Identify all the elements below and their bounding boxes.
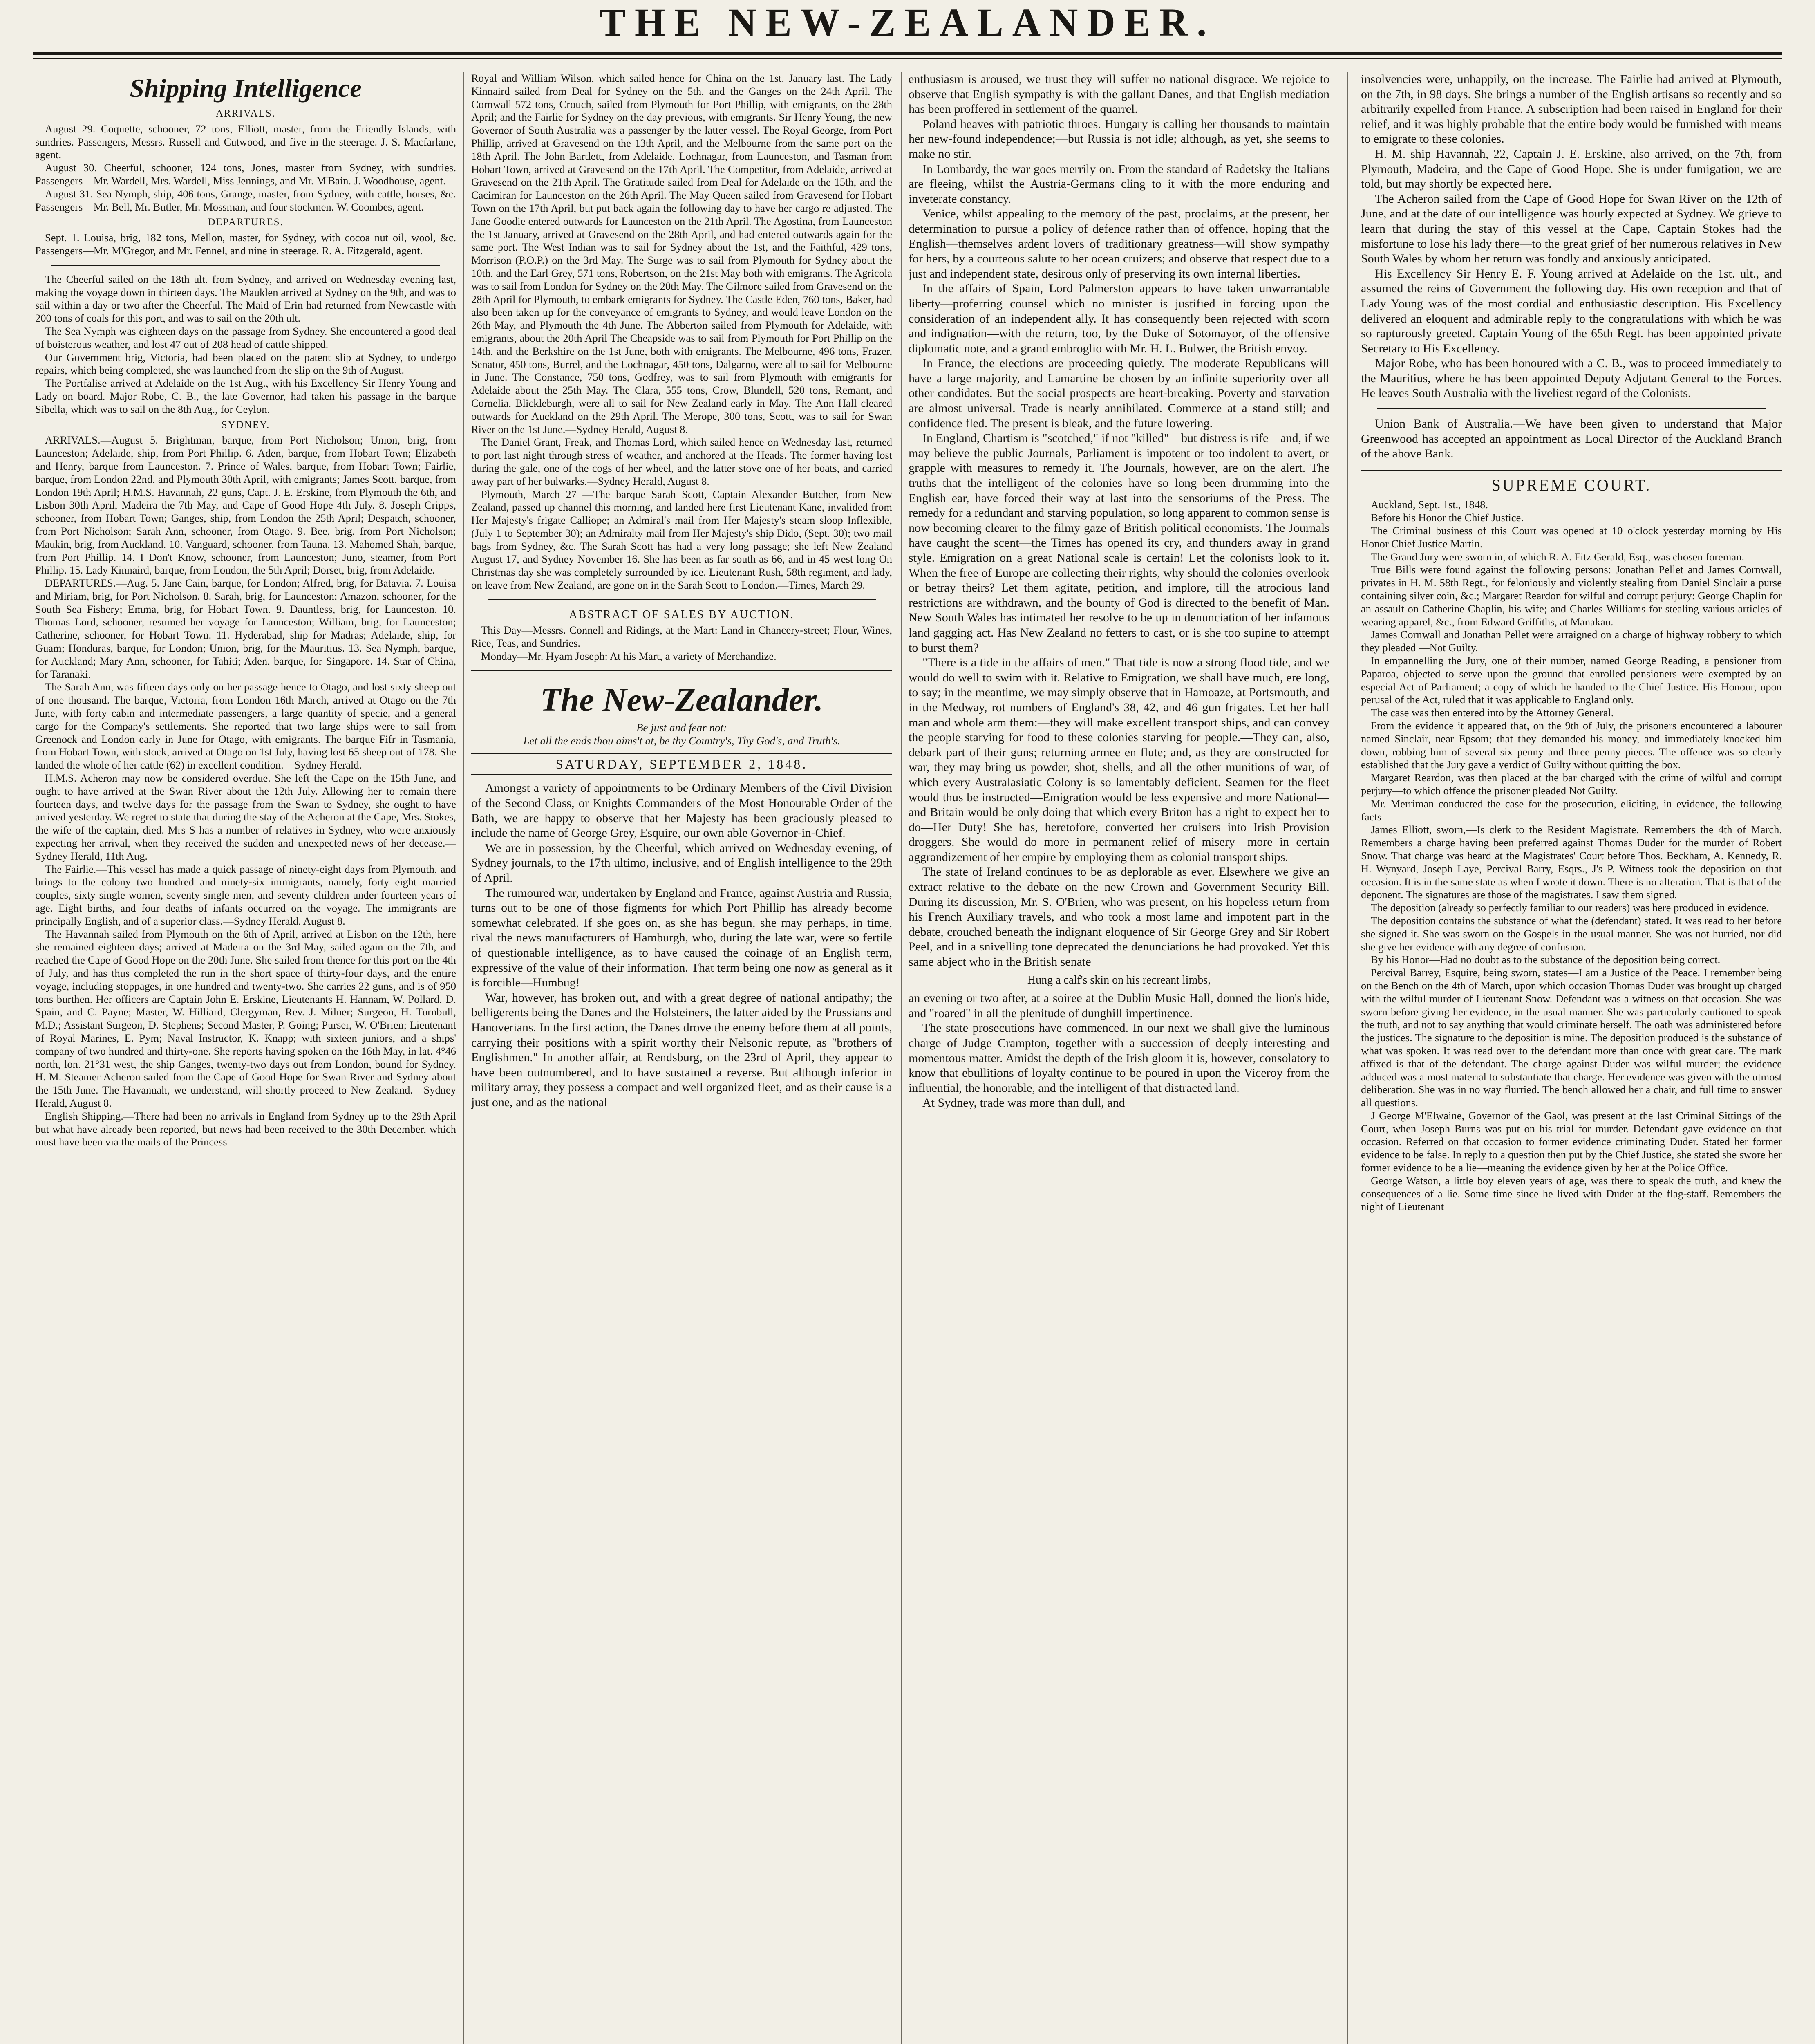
new-zealander-heading: The New-Zealander. [540,681,824,718]
article-paragraph: At Sydney, trade was more than dull, and [922,1096,1125,1110]
column-4 [1361,72,1782,2044]
court-paragraph: James Elliott, sworn,—Is clerk to the Resident Magistrate. Remembers the 4th of March. Remembers a charge having been preferred against Thomas Duder for the murder of Robert Snow. That charge was heard at the Magistrates' Court before Thos. Beckham, A. Kennedy, R. H. Wynyard, Joseph Laye, Percival Barry, Esqrs., J's P. Witness took the deposition on that occasion. It is in the same state as when I wrote it down. There is no alteration. That is that of the deponent. The signatures are those of the magistrates. I saw them signed. [1361,823,1782,901]
column-3 [909,72,1329,2044]
court-paragraph: The Grand Jury were sworn in, of which R. A. Fitz Gerald, Esq., was chosen foreman. [1371,550,1745,563]
supreme-court-heading: SUPREME COURT. [1491,475,1652,494]
court-paragraph: The Criminal business of this Court was opened at 10 o'clock yesterday morning by His Honor Chief Justice Martin. [1361,524,1782,550]
arrivals-caption: ARRIVALS. [215,108,276,119]
article-paragraph: Venice, whilst appealing to the memory of the past, proclaims, at the present, her determination to pursue a policy of defence rather than of offence, hoping that the English—themselves ardent lovers of traditionary greatness—will show sympathy for hers, by a courteous salute to her ocean cruizers; and observe that respect due to a just and independent state, desirous only of preserving its own internal liberties. [909,207,1329,280]
article-paragraph: The Fairlie.—This vessel has made a quick passage of ninety-eight days from Plymouth, and brings to the colony two hundred and ninety-six immigrants, namely, forty eight married couples, sixty single women, seventy single men, and seventy children under fourteen years of age. Eight births, and four deaths of infants occurred on the voyage. The immigrants are principally English, and of a superior class.—Sydney Herald, August 8. [35,863,456,927]
article-paragraph: In the affairs of Spain, Lord Palmerston appears to have taken unwarrantable liberty—proferring counsel which no minister is justified in forcing upon the consideration of an independent ally. It has consequently been rejected with scorn and indignation—with the return, too, by the Duke of Sotomayor, of the offensive diplomatic note, and a grand embroglio with Mr. H. L. Bulwer, the British envoy. [909,282,1329,355]
article-paragraph: "There is a tide in the affairs of men." That tide is now a strong flood tide, and we would do well to swim with it. Relative to Emigration, we shall have much, ere long, to say; in the meantime, we may simply observe that in Hamoaze, at Portsmouth, and in the Medway, rot numbers of England's 38, 42, and 46 gun frigates. Let her half man and whole arm them:—they will make excellent transport ships, and can convey the people starving for food to these colonies starving for people.—They can, also, debark part of their guns; returning armee en flute; and, as they are constructed for war, they may bring us powder, shot, shells, and all the other munitions of war, of which every Australasiatic Colony is so lamentably deficient. Seamen for the fleet would thus be instructed—Emigration would be less expensive and more National—and Britain would be only doing that which every Briton has a right to expect her to do—Her Duty! She has, heretofore, converted her cruisers into Irish Provision droggers. She would do more in permanent relief of misery—more in certain aggrandizement of her empire by employing them as colonial transport ships. [909,656,1329,864]
column-1 [35,72,456,2044]
court-paragraph: In empannelling the Jury, one of their number, named George Reading, a pensioner from Paparoa, objected to serve upon the ground that enrolled pensioners were exempted by an especial Act of Parliament; a copy of which he handed to the Chief Justice. His Honour, upon perusal of the Act, ruled that it was applicable to England only. [1361,654,1782,706]
article-paragraph: We are in possession, by the Cheerful, which arrived on Wednesday evening, of Sydney journals, to the 17th ultimo, inclusive, and of English intelligence to the 29th of April. [471,841,892,885]
column-divider [901,72,902,2044]
article-paragraph: The Sarah Ann, was fifteen days only on her passage hence to Otago, and lost sixty sheep out of one thousand. The barque, Victoria, from London 16th March, arrived at Otago on the 7th June, with forty cabin and intermediate passengers, a large quantity of specie, and a general cargo for the Company's settlements. She reported that two large ships were to sail from Greenock and London early in June for Otago, with emigrants. The barque Fifr in Tasmania, from Hobart Town, with stock, arrived at Otago on 1st July, having lost 65 sheep out of 178. She landed the whole of her cattle (62) in excellent condition.—Sydney Herald. [35,681,456,771]
sydney-arrivals: ARRIVALS.—August 5. Brightman, barque, from Port Nicholson; Union, brig, from Launceston; Adelaide, ship, from Port Phillip. 6. Aden, barque, from Hobart Town; Elizabeth and Henry, barque from Launceston. 7. Prince of Wales, barque, from Hobart Town; Fairlie, barque, from London 22nd, and Plymouth 30th April, with emigrants; James Scott, barque, from London 19th April; H.M.S. Havannah, 22 guns, Capt. J. E. Erskine, from Plymouth the 6th, and Lisbon 30th April, Madeira the 7th May, and Cape of Good Hope 4th July. 8. Joseph Cripps, schooner, from Hobart Town; Ganges, ship, from London the 25th April; Despatch, schooner, from Port Nicholson; Sarah Ann, schooner, from Otago. 9. Bee, brig, from Port Nicholson; Maukin, brig, from Auckland. 10. Vanguard, schooner, from Tauna. 13. Mahomed Shah, barque, from Port Phillip. 14. I Don't Know, schooner, from Launceston; Juno, steamer, from Port Phillip. 15. Lady Kinnaird, barque, from London, the 5th April; Dorset, brig, from Adelaide. [35,434,456,576]
article-paragraph: an evening or two after, at a soiree at the Dublin Music Hall, donned the lion's hide, and "roared" in all the plenitude of dunghill impertinence. [909,991,1329,1020]
rule [488,599,876,600]
bank-notice: Union Bank of Australia.—We have been given to understand that Major Greenwood has accepted an appointment as Local Director of the Auckland Branch of the above Bank. [1361,417,1782,461]
article-paragraph: The Daniel Grant, Freak, and Thomas Lord, which sailed hence on Wednesday last, returned to port last night through stress of weather, and anchored at the Heads. The former having lost during the gale, one of the cogs of her wheel, and the latter stove one of her boats, and carried away part of her bulwarks.—Sydney Herald, August 8. [471,436,892,487]
article-paragraph: In France, the elections are proceeding quietly. The moderate Republicans will have a large majority, and Lamartine be chosen by an infinite superiority over all other candidates. But the social prospects are heart-breaking. Poverty and starvation are almost universal. Trade is nearly annihilated. Commerce at a stand still; and confidence fled. The present is bleak, and the future lowering. [909,356,1329,430]
sydney-caption: SYDNEY. [221,419,270,430]
court-paragraph: The deposition (already so perfectly familiar to our readers) was here produced in evidence. [1371,901,1769,914]
article-paragraph: H. M. ship Havannah, 22, Captain J. E. Erskine, also arrived, on the 7th, from Plymouth, Madeira, and the Cape of Good Hope. She is under fumigation, we are told, but may shortly be expected here. [1361,147,1782,191]
court-dateline: Auckland, Sept. 1st., 1848. [1371,498,1488,511]
court-paragraph: From the evidence it appeared that, on the 9th of July, the prisoners encountered a labourer named Sinclair, near Epsom; that they demanded his money, and immediately knocked him down, robbing him of several six penny and three penny pieces. The offence was so clearly established that the Jury gave a verdict of Guilty without quitting the box. [1361,719,1782,771]
verse-line: Hung a calf's skin on his recreant limbs, [1027,973,1211,986]
article-paragraph: Plymouth, March 27 —The barque Sarah Scott, Captain Alexander Butcher, from New Zealand, passed up channel this morning, and landed here first Lieutenant Kane, invalided from Her Majesty's frigate Calliope; an Admiral's mail from Her Majesty's steam sloop Inflexible, (July 1 to September 30); an Admiralty mail from Her Majesty's ship Dido, (Sept. 30); two mail bags from Sydney, &c. The Sarah Scott has had a very long passage; she left New Zealand August 17, and Sydney November 16. She has been as far south as 66, and in 45 west long On Christmas day she was completely surrounded by ice. Lieutenant Rush, 58th regiment, and lady, on leave from New Zealand, are gone on in the Sarah Scott to London.—Times, March 29. [471,488,892,592]
article-paragraph: H.M.S. Acheron may now be considered overdue. She left the Cape on the 15th June, and ought to have arrived at the Swan River about the 12th July. Allowing her to remain there fourteen days, and twelve days for the passage from the Swan to Sydney, she ought to have arrived yesterday. We regret to state that during the stay of the Acheron at the Cape, Mrs. Stokes, the wife of the captain, died. Mrs S has a number of relatives in Sydney, who were anxiously expecting her arrival, when they received the sudden and unexpected news of her decease.—Sydney Herald, 11th Aug. [35,772,456,862]
article-paragraph: The Sea Nymph was eighteen days on the passage from Sydney. She encountered a good deal of boisterous weather, and lost 47 out of 208 head of cattle shipped. [35,325,456,350]
auction-entry: Monday—Mr. Hyam Joseph: At his Mart, a variety of Merchandize. [481,650,777,663]
column-divider [463,72,464,2044]
article-paragraph: The state of Ireland continues to be as deplorable as ever. Elsewhere we give an extract relative to the debate on the new Crown and Government Security Bill. During its discussion, Mr. S. O'Brien, who was present, on his hopeless return from his French Auxiliary travels, and who took a most lame and impotent part in the debate, crouched beneath the indignant eloquence of Sir George Grey and Sir Robert Peel, and in a snivelling tone deprecated the denunciations he had provoked. Yet this same abject who in the British senate [909,865,1329,969]
sydney-departures: DEPARTURES.—Aug. 5. Jane Cain, barque, for London; Alfred, brig, for Batavia. 7. Louisa and Miriam, brig, for Port Nicholson. 8. Sarah, brig, for Launceston; Amazon, schooner, for the South Sea Fishery; Emma, brig, for Hobart Town. 9. Dauntless, brig, for Launceston. 10. Thomas Lord, schooner, resumed her voyage for Launceston; William, brig, for Launceston; Catherine, schooner, for Hobart Town. 11. Hyderabad, ship for Madras; Adelaide, ship, for Guam; Honduras, barque, for London; Union, brig, for the Mauritius. 13. Sea Nymph, barque, for Auckland; Mary Ann, schooner, for Tahiti; Aden, barque, for Singapore. 14. Star of China, for Taranaki. [35,577,456,680]
court-paragraph: George Watson, a little boy eleven years of age, was there to speak the truth, and knew the consequences of a lie. Some time since he lived with Duder at the flag-staff. Remembers the night of Lieutenant [1361,1174,1782,1213]
column-2 [471,72,892,2044]
article-paragraph: Royal and William Wilson, which sailed hence for China on the 1st. January last. The Lady Kinnaird sailed from Deal for Sydney on the 5th, and the Ganges on the 24th April. The Cornwall 572 tons, Crouch, sailed from Plymouth for Port Phillip, with emigrants, on the 28th April; and the Fairlie for Sydney on the day previous, with emigrants. Sir Henry Young, the new Governor of South Australia was a passenger by the latter vessel. The Royal George, from Port Phillip, arrived at Gravesend on the 13th April, and the Melbourne from the same port on the 18th April. The John Bartlett, from Adelaide, Lochnagar, from Launceston, and Tasman from Hobart Town, arrived at Gravesend on the 17th April. The Competitor, from Adelaide, arrived at Gravesend on the 21th April. The Gratitude sailed from Deal for Adelaide on the 15th, and the Cacimiran for Launceston on the 26th April. The May Queen sailed from Gravesend for Hobart Town on the 17th April, but put back again the following day to have her cargo re adjusted. The Jane Goodie entered outwards for Launceston on the 21th April. The Agostina, from Launceston the 1st January, arrived at Gravesend on the 28th April, and had entered outwards again for the same port. The West Indian was to sail for Sydney about the 1st, and the Faithful, 429 tons, Morrison (P.O.P.) on the 3rd May. The Surge was to sail from Plymouth for Sydney about the 10th, and the Earl Grey, 571 tons, Robertson, on the 21st May both with emigrants. The Agricola was to sail from London for Sydney on the 20th May. The Gilmore sailed from Gravesend on the 28th April for Plymouth, to embark emigrants for Sydney. The Castle Eden, 760 tons, Baker, had also been taken up for the conveyance of emigrants to Sydney, and would leave London on the 26th May, and Plymouth the 4th June. The Abberton sailed from Plymouth for Adelaide, with emigrants, about the 20th April The Cheapside was to sail from Plymouth for Port Phillip on the 14th, and the Berkshire on the 1st June, both with emigrants. The Melbourne, 496 tons, Frazer, Senator, 450 tons, Burrel, and the Lochnagar, 450 tons, Dalgarno, were all to sail for Melbourne in June. The Constance, 750 tons, Godfrey, was to sail from Plymouth with emigrants for Adelaide about the 25th May. The Clara, 555 tons, Crow, Blundell, 520 tons, Remant, and Cornelia, Blickleburgh, were all to sail for New Zealand early in May. The Ann Hall cleared outwards for Auckland on the 29th April. The Merope, 300 tons, Scott, was to sail for Swan River on the 1st June.—Sydney Herald, August 8. [471,72,892,435]
article-paragraph: The Havannah sailed from Plymouth on the 6th of April, arrived at Lisbon on the 12th, here she remained eighteen days; arrived at Madeira on the 3rd May, sailed again on the 7th, and reached the Cape of Good Hope on the 20th June. She sailed from thence for this port on the 4th of July, and has thus completed the run in the short space of thirty-four days, and the entire voyage, including stoppages, in one hundred and twenty-two. She carries 22 guns, and is of 950 tons burthen. Her officers are Captain John E. Erskine, Lieutenants H. Hannam, W. Pollard, D. Spain, and C. Payne; Master, W. Hilliard, Clergyman, Rev. J. Milner; Surgeon, H. Turnbull, M.D.; Assistant Surgeon, D. Stephens; Second Master, P. Going; Purser, W. O'Brien; Lieutenant of Royal Marines, E. Pym; Naval Instructor, K. Knapp; with sixteen juniors, and a ships' company of two hundred and thirty-one. She reports having spoken on the 16th May, in lat. 4°46 north, lon. 21°31 west, the ship Ganges, twenty-two days out from London, bound for Sydney. H. M. Steamer Acheron sailed from the Cape of Good Hope for Swan River and Sydney about the 15th June. The Havannah, we understand, will shortly proceed to New Zealand.—Sydney Herald, August 8. [35,928,456,1109]
arrival-entry: August 31. Sea Nymph, ship, 406 tons, Grange, master, from Sydney, with cattle, horses, &c. Passengers—Mr. Bell, Mr. Butler, Mr. Mossman, and four stockmen. W. Coombes, agent. [35,187,456,213]
court-paragraph: Margaret Reardon, was then placed at the bar charged with the crime of wilful and corrupt perjury—to which offence the prisoner pleaded Not Guilty. [1361,771,1782,797]
article-paragraph: The Cheerful sailed on the 18th ult. from Sydney, and arrived on Wednesday evening last, making the voyage down in thirteen days. The Mauklen arrived at Sydney on the 9th, and was to sail within a day or two after the Cheerful. The Maid of Erin had returned from Newcastle with 200 tons of coals for this port, and was to sail on the 20th ult. [35,273,456,325]
court-paragraph: By his Honor—Had no doubt as to the substance of the deposition being correct. [1371,953,1721,966]
auction-caption: ABSTRACT OF SALES BY AUCTION. [569,608,794,621]
article-paragraph: English Shipping.—There had been no arrivals in England from Sydney up to the 29th April but what have already been reported, but news had been received to the 30th December, which must have been via the mails of the Princess [35,1109,456,1148]
article-paragraph: The Portfalise arrived at Adelaide on the 1st Aug., with his Excellency Sir Henry Young and Lady on board. Major Robe, C. B., the late Governor, had taken his passage in the barque Sibella, which was to sail on the 8th Aug., for Ceylon. [35,377,456,415]
article-paragraph: Poland heaves with patriotic throes. Hungary is calling her thousands to maintain her new-found independence;—but Russia is not idle; although, as yet, she seems to make no stir. [909,117,1329,161]
rule [1377,408,1766,409]
article-paragraph: insolvencies were, unhappily, on the increase. The Fairlie had arrived at Plymouth, on the 7th, in 98 days. She brings a number of the English artisans so recently and so arbitrarily expelled from France. A subscription had been raised in England for their relief, and it was highly probable that the entire body would be furnished with means to emigrate to these colonies. [1361,72,1782,146]
article-paragraph: His Excellency Sir Henry E. F. Young arrived at Adelaide on the 1st. ult., and assumed the reins of Government the following day. His own reception and that of Lady Young was of the most cordial and enthusiastic description. His Excellency delivered an eloquent and admirable reply to the congratulations with which he was so rapturously greeted. Captain Young of the 65th Regt. has been appointed private Secretary to His Excellency. [1361,267,1782,355]
court-paragraph: Before his Honor the Chief Justice. [1371,511,1524,524]
shipping-intelligence-heading: Shipping Intelligence [130,74,362,103]
masthead-rule-thin [33,58,1782,59]
court-paragraph: True Bills were found against the following persons: Jonathan Pellet and James Cornwall, privates in H. M. 58th Regt., for feloniously and violently stealing from Daniel Sinclair a purse containing silver coin, &c.; Margaret Reardon for wilful and corrupt perjury: George Chaplin for an assault on Catherine Chaplin, his wife; and Charles Williams for stealing various articles of wearing apparel, &c., from Edward Griffiths, at Manakau. [1361,563,1782,628]
arrival-entry: August 30. Cheerful, schooner, 124 tons, Jones, master from Sydney, with sundries. Passengers—Mr. Wardell, Mrs. Wardell, Miss Jennings, and Mr. M'Bain. J. Woodhouse, agent. [35,161,456,187]
rule [471,670,892,672]
article-paragraph: The state prosecutions have commenced. In our next we shall give the luminous charge of Judge Crampton, together with a succession of deeply interesting and momentous matter. Amidst the depth of the Irish gloom it is, however, consolatory to know that ebullitions of loyalty continue to be poured in upon the Viceroy from the influential, the honorable, and the intelligent of that distracted land. [909,1021,1329,1095]
column-divider [1347,72,1348,2044]
article-paragraph: Our Government brig, Victoria, had been placed on the patent slip at Sydney, to undergo repairs, which being completed, she was launched from the slip on the 9th of August. [35,351,456,377]
court-paragraph: J George M'Elwaine, Governor of the Gaol, was present at the last Criminal Sittings of the Court, when Joseph Burns was put on his trial for murder. Defendant gave evidence on that occasion. Referred on that occasion to former evidence criminating Duder. Stated her former evidence to be false. In reply to a question then put by the Chief Justice, she stated she swore her former evidence to be a lie—meaning the evidence given by her at the Police Office. [1361,1109,1782,1174]
court-paragraph: The case was then entered into by the Attorney General. [1371,706,1614,719]
masthead-rule [33,52,1782,55]
departure-entry: Sept. 1. Louisa, brig, 182 tons, Mellon, master, for Sydney, with cocoa nut oil, wool, &c. Passengers—Mr. M'Gregor, and Mr. Fennel, and nine in steerage. R. A. Fitzgerald, agent. [35,231,456,257]
masthead-title: THE NEW-ZEALANDER. [599,0,1216,44]
article-paragraph: Major Robe, who has been honoured with a C. B., was to proceed immediately to the Mauritius, where he has been appointed Deputy Adjutant General to the Forces. He leaves South Australia with the liveliest regard of the Colonists. [1361,356,1782,400]
arrival-entry: August 29. Coquette, schooner, 72 tons, Elliott, master, from the Friendly Islands, with sundries. Passengers, Messrs. Russell and Cutwood, and five in the steerage. J. S. Macfarlane, agent. [35,122,456,161]
court-paragraph: The deposition contains the substance of what the (defendant) stated. It was read to her before she signed it. She was sworn on the Gospels in the usual manner. She was not hurried, nor did she give her evidence with any degree of confusion. [1361,914,1782,953]
dateline: SATURDAY, SEPTEMBER 2, 1848. [471,753,892,775]
article-paragraph: The Acheron sailed from the Cape of Good Hope for Swan River on the 12th of June, and at the date of our intelligence was hourly expected at Sydney. We grieve to learn that during the stay of this vessel at the Cape, Captain Stokes had the misfortune to lose his lady there—to the great grief of her numerous relatives in New South Wales by whom her return was fondly and anxiously anticipated. [1361,192,1782,266]
motto-line: Be just and fear not: [636,721,727,734]
rule [1361,469,1782,471]
article-paragraph: The rumoured war, undertaken by England and France, against Austria and Russia, turns out to be one of those figments for which Port Phillip has already become somewhat celebrated. If she goes on, as she has begun, she may perhaps, in time, rival the news manufacturers of Hamburgh, who, during the late war, were so fertile of questionable intelligence, as to have caused the coinage of an English term, expressive of the value of their information. That term being one now as general as it is forcible—Humbug! [471,886,892,990]
rule [51,265,440,266]
court-paragraph: Percival Barrey, Esquire, being sworn, states—I am a Justice of the Peace. I remember being on the Bench on the 4th of March, upon which occasion Thomas Duder was brought up charged with the wilful murder of Lieutenant Snow. Defendant was a witness on that occasion. She was sworn before giving her evidence, in the usual manner. She was particularly cautioned to speak the truth, and not to say anything that would criminate herself. The oath was administered before the justices. The signature to the deposition is mine. The deposition produced is the substance of what was spoken. It was read over to the defendant more than once with great care. The mark affixed is that of the defendant. The charge against Duder was wilful murder; the evidence adduced was a most material to substantiate that charge. Her evidence was given with the utmost deliberation. She was in no way flurried. The bench allowed her a chair, and full time to answer all questions. [1361,966,1782,1109]
article-paragraph: enthusiasm is aroused, we trust they will suffer no national disgrace. We rejoice to observe that English sympathy is with the gallant Danes, and that English mediation has been proffered in settlement of the quarrel. [909,72,1329,116]
masthead [33,0,1782,49]
departures-caption: DEPARTURES. [208,217,284,228]
article-paragraph: Amongst a variety of appointments to be Ordinary Members of the Civil Division of the Second Class, or Knights Commanders of the Most Honourable Order of the Bath, we are happy to observe that her Majesty has been graciously pleased to include the name of George Grey, Esquire, our own able Governor-in-Chief. [471,781,892,840]
motto-line: Let all the ends thou aims't at, be thy Country's, Thy God's, and Truth's. [523,734,840,747]
court-paragraph: Mr. Merriman conducted the case for the prosecution, eliciting, in evidence, the following facts— [1361,797,1782,823]
article-paragraph: In Lombardy, the war goes merrily on. From the standard of Radetsky the Italians are fleeing, whilst the Austria-Germans cling to it with the more enduring and inveterate constancy. [909,162,1329,206]
article-paragraph: War, however, has broken out, and with a great degree of national antipathy; the belligerents being the Danes and the Holsteiners, the latter aided by the Prussians and Hanoverians. In the first action, the Danes drove the enemy before them at all points, carrying their positions with a spirit worthy their Nelsonic repute, as "brothers of Englishmen." In another affair, at Rendsburg, on the 23rd of April, they appear to have been outnumbered, and to have sustained a reverse. But although inferior in military array, they possess a compact and well organized fleet, and as their cause is a just one, and as the national [471,991,892,1109]
article-paragraph: In England, Chartism is "scotched," if not "killed"—but distress is rife—and, if we may believe the public Journals, Parliament is impotent or too indolent to avert, or grapple with measures to remedy it. The Journals, however, are on the alert. The truths that the intelligent of the colonies have so long been drumming into the English ear, have forced their way at last into the sensoriums of the Press. The remedy for a redundant and starving population, so long apparent to common sense is now becoming clearer to the filmy gaze of British political economists. The Journals have caught the scent—the Times has opened its cry, and thunders away in grand style. Emigration on a great National scale is certain! Let the colonists look to it. When the free of Europe are collecting their rights, why should the colonies overlook or betray theirs? Let them agitate, petition, and implore, till the atrocious land restrictions are withdrawn, and the bounty of God is directed to the benefit of Man. New South Wales has intimated her resolve to be up in denunciation of her infamous land gagging act. Has New Zealand no fetters to cast, or is she too supine to attempt to burst them? [909,431,1329,654]
court-paragraph: James Cornwall and Jonathan Pellet were arraigned on a charge of highway robbery to which they pleaded —Not Guilty. [1361,628,1782,654]
auction-entry: This Day—Messrs. Connell and Ridings, at the Mart: Land in Chancery-street; Flour, Wines, Rice, Teas, and Sundries. [471,624,892,650]
